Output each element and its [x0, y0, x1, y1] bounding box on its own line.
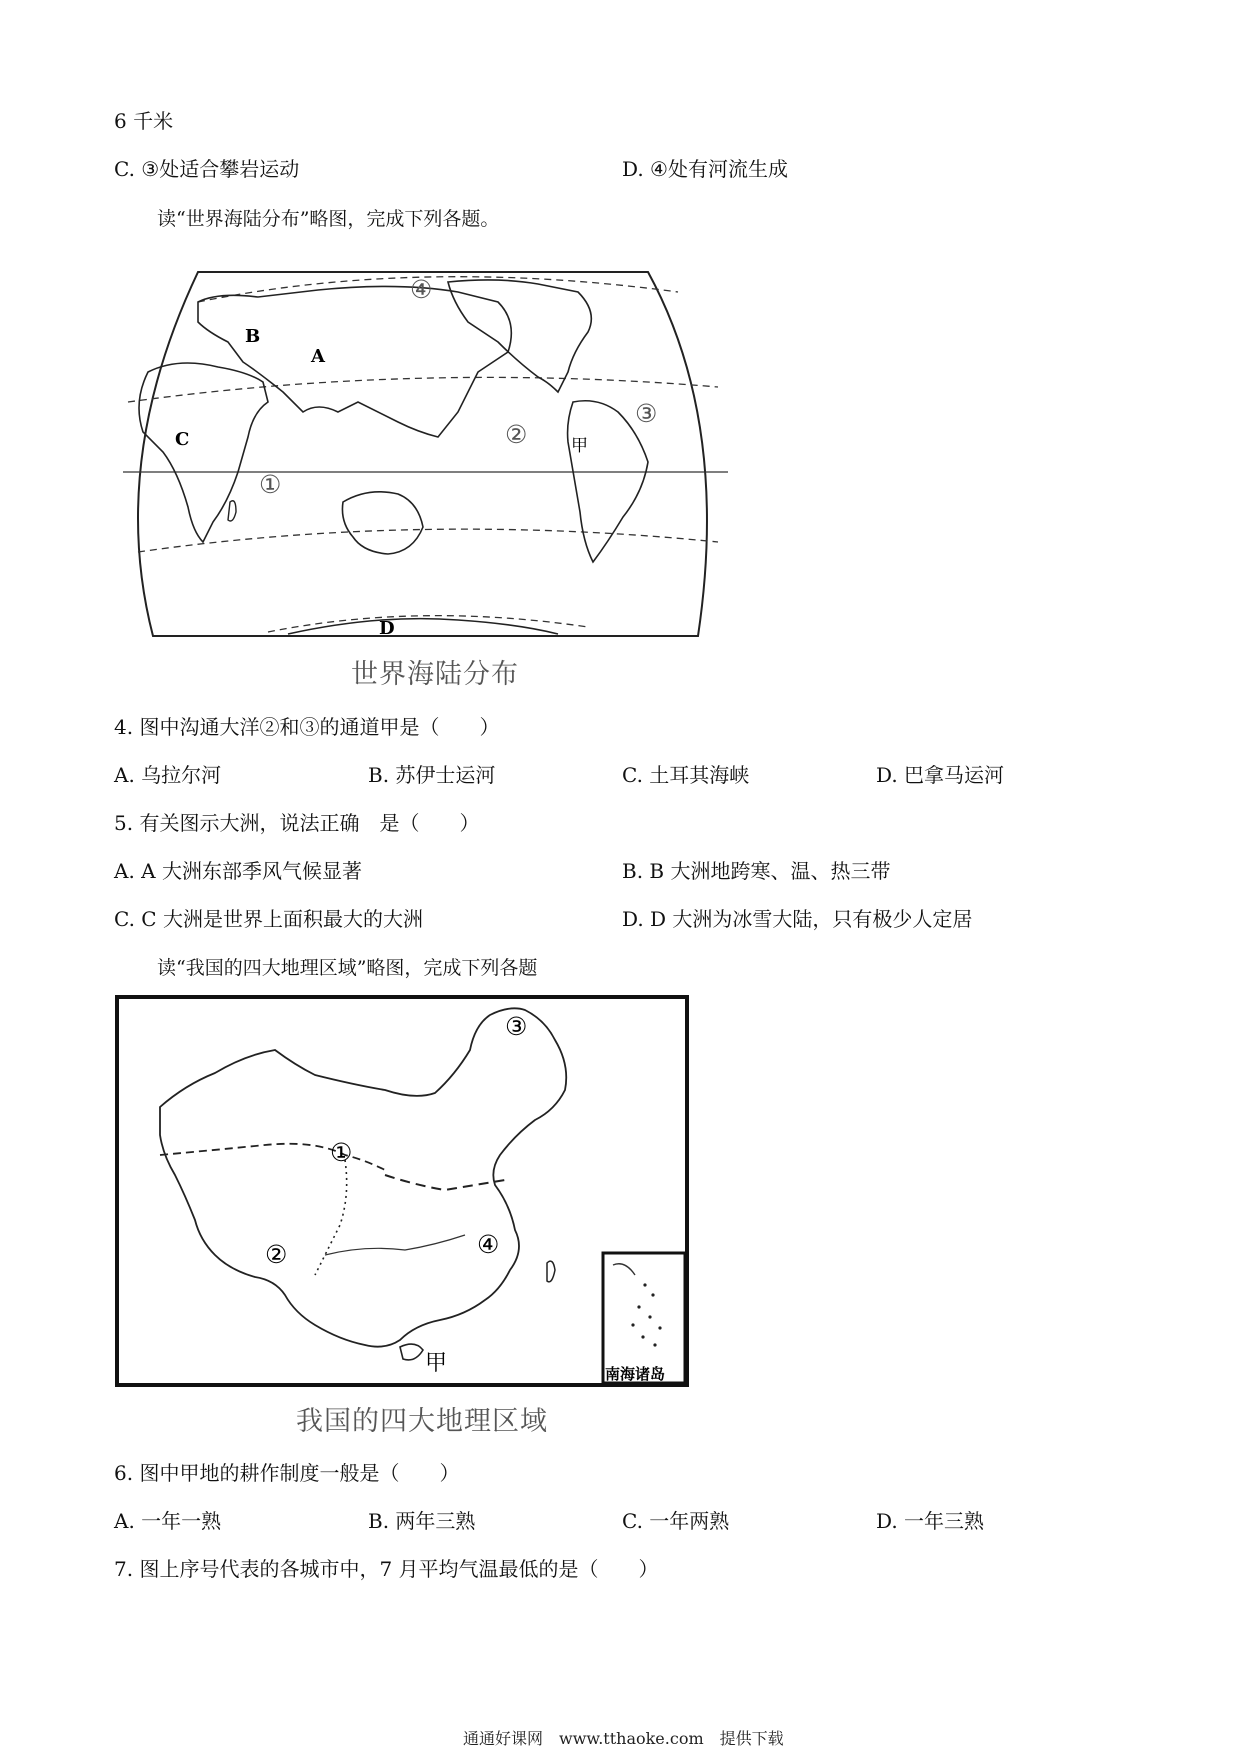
hainan-island: [400, 1344, 423, 1360]
south-china-sea-inset: [603, 1253, 685, 1383]
label-a: A: [311, 346, 325, 367]
river-line: [325, 1235, 465, 1255]
question-5-stem: 5. 有关图示大洲，说法正确 是（ ）: [114, 811, 480, 835]
region-label-2: ②: [265, 1240, 288, 1269]
inset-label: 南海诸岛: [605, 1365, 666, 1383]
africa-outline: [139, 363, 268, 542]
region-label-3: ③: [505, 1012, 528, 1041]
antarctica-outline: [288, 619, 558, 634]
label-ocean-1: ①: [259, 470, 282, 499]
qinling-huaihe-boundary: [385, 1175, 505, 1190]
question-6-stem: 6. 图中甲地的耕作制度一般是（ ）: [114, 1461, 460, 1485]
question-4-option-d: D. 巴拿马运河: [876, 763, 1005, 787]
question-5-option-a: A. A 大洲东部季风气候显著: [114, 859, 362, 883]
previous-option-c: C. ③处适合攀岩运动: [114, 157, 300, 181]
question-4-stem: 4. 图中沟通大洋②和③的通道甲是（ ）: [114, 715, 500, 739]
intro-world-map: 读“世界海陆分布”略图，完成下列各题。: [157, 208, 500, 230]
label-b: B: [245, 326, 261, 347]
tibet-boundary: [315, 1160, 347, 1275]
china-outline: [160, 1008, 566, 1346]
region-label-1: ①: [330, 1138, 353, 1167]
previous-question-fragment: 6 千米: [114, 109, 174, 133]
question-6-option-c: C. 一年两熟: [622, 1509, 730, 1533]
china-map-figure: [115, 995, 690, 1390]
question-6-option-d: D. 一年三熟: [876, 1509, 985, 1533]
page-footer: 通通好课网 www.tthaoke.com 提供下载: [463, 1729, 784, 1748]
question-4-option-b: B. 苏伊士运河: [368, 763, 496, 787]
previous-option-d: D. ④处有河流生成: [622, 157, 788, 181]
china-map-caption: 我国的四大地理区域: [296, 1406, 548, 1437]
label-d: D: [379, 618, 395, 639]
question-5-option-c: C. C 大洲是世界上面积最大的大洲: [114, 907, 423, 931]
australia-outline: [342, 492, 423, 554]
question-6-option-b: B. 两年三熟: [368, 1509, 476, 1533]
label-c: C: [175, 429, 190, 450]
taiwan-island: [547, 1261, 555, 1282]
label-ocean-2: ②: [505, 420, 528, 449]
tropic-of-cancer: [128, 377, 718, 402]
question-4-option-a: A. 乌拉尔河: [114, 763, 222, 787]
label-ocean-3: ③: [635, 399, 658, 428]
eurasia-outline: [198, 286, 511, 437]
north-america-outline: [448, 280, 591, 392]
question-6-option-a: A. 一年一熟: [114, 1509, 222, 1533]
intro-china-map: 读“我国的四大地理区域”略图，完成下列各题: [157, 957, 538, 979]
label-jia: 甲: [571, 436, 588, 456]
question-5-option-d: D. D 大洲为冰雪大陆，只有极少人定居: [622, 907, 973, 931]
world-map-frame: [138, 272, 707, 636]
label-ocean-4: ④: [410, 275, 433, 304]
label-jia-location: 甲: [425, 1351, 448, 1376]
question-5-option-b: B. B 大洲地跨寒、温、热三带: [622, 859, 891, 883]
world-map-figure: [118, 262, 732, 642]
world-map-caption: 世界海陆分布: [351, 659, 519, 690]
question-7-stem: 7. 图上序号代表的各城市中，7 月平均气温最低的是（ ）: [114, 1557, 659, 1581]
tropic-of-capricorn: [138, 529, 718, 552]
region-label-4: ④: [477, 1230, 500, 1259]
question-4-option-c: C. 土耳其海峡: [622, 763, 750, 787]
